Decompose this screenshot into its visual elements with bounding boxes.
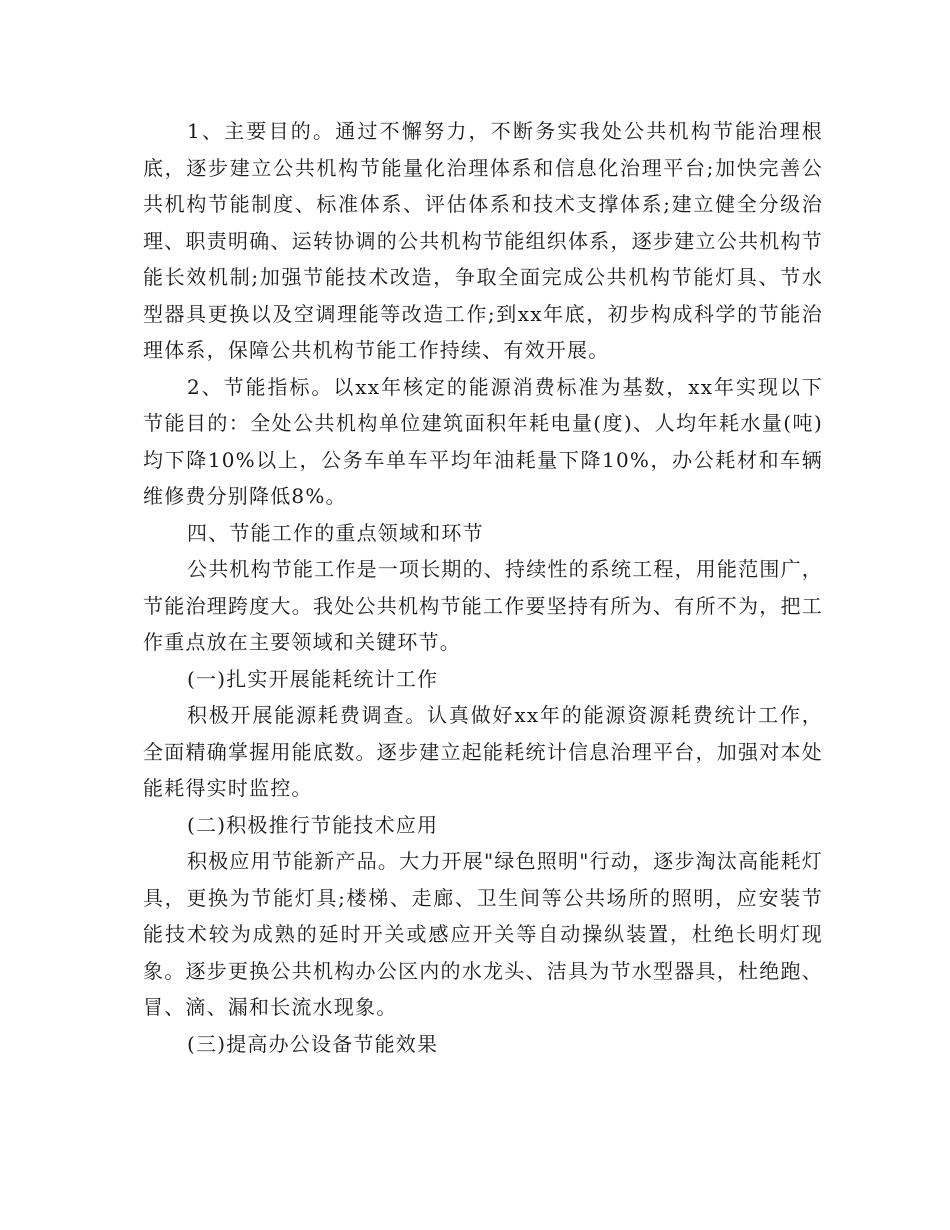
document-body	[143, 113, 823, 1062]
subheading-statistics: (一)扎实开展能耗统计工作	[187, 666, 439, 691]
paragraph-key-areas-intro: 公共机构节能工作是一项长期的、持续性的系统工程，用能范围广，节能治理跨度大。我处公共机构节能工作要坚持有所为、有所不为，把工作重点放在主要领域和关键环节。	[143, 557, 823, 654]
subheading-office-equipment: (三)提高办公设备节能效果	[187, 1031, 439, 1056]
section-heading-key-areas: 四、节能工作的重点领域和环节	[187, 520, 484, 545]
paragraph-statistics: 积极开展能源耗费调查。认真做好xx年的能源资源耗费统计工作，全面精确掌握用能底数。逐步建立起能耗统计信息治理平台，加强对本处能耗得实时监控。	[143, 703, 823, 800]
paragraph-objectives: 1、主要目的。通过不懈努力，不断务实我处公共机构节能治理根底，逐步建立公共机构节能量化治理体系和信息化治理平台;加快完善公共机构节能制度、标准体系、评估体系和技术支撑体系;建立健全分级治理、职责明确、运转协调的公共机构节能组织体系，逐步建立公共机构节能长效机制;加强节能技术改造，争取全面完成公共机构节能灯具、节水型器具更换以及空调理能等改造工作;到xx年底，初步构成科学的节能治理体系，保障公共机构节能工作持续、有效开展。	[143, 119, 823, 362]
paragraph-technology: 积极应用节能新产品。大力开展"绿色照明"行动，逐步淘汰高能耗灯具，更换为节能灯具;楼梯、走廊、卫生间等公共场所的照明，应安装节能技术较为成熟的延时开关或感应开关等自动操纵装置，杜绝长明灯现象。逐步更换公共机构办公区内的水龙头、洁具为节水型器具，杜绝跑、冒、滴、漏和长流水现象。	[143, 849, 823, 1019]
subheading-technology: (二)积极推行节能技术应用	[187, 812, 439, 837]
paragraph-energy-targets: 2、节能指标。以xx年核定的能源消费标准为基数，xx年实现以下节能目的：全处公共机构单位建筑面积年耗电量(度)、人均年耗水量(吨)均下降10%以上，公务车单车平均年油耗量下降10%，办公耗材和车辆维修费分别降低8%。	[143, 374, 823, 508]
